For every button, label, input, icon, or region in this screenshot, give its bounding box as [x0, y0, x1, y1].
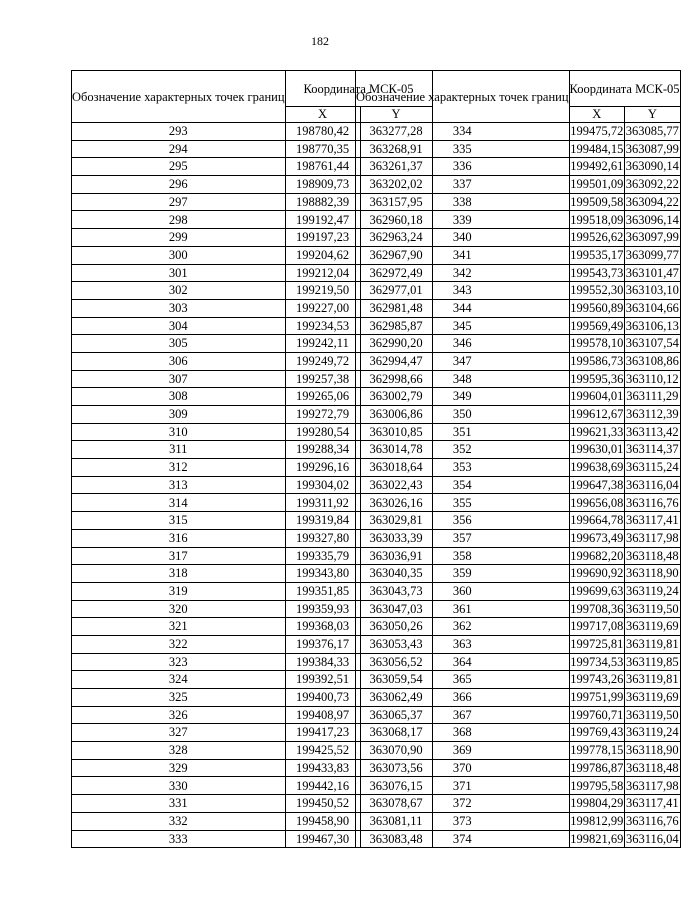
table-row — [356, 618, 681, 636]
x-coordinate-cell: 199212,04 — [285, 264, 360, 282]
point-number-cell: 367 — [356, 706, 570, 724]
point-number-cell: 345 — [356, 317, 570, 335]
point-number-cell: 368 — [356, 724, 570, 742]
point-number-cell: 364 — [356, 653, 570, 671]
x-coordinate-cell: 199192,47 — [285, 211, 360, 229]
point-number-cell: 335 — [356, 140, 570, 158]
table-row — [356, 370, 681, 388]
x-coordinate-cell: 199467,30 — [285, 830, 360, 848]
table-row — [356, 777, 681, 795]
x-coordinate-cell: 199612,67 — [569, 406, 625, 424]
point-number-cell: 341 — [356, 246, 570, 264]
point-number-cell: 350 — [356, 406, 570, 424]
point-number-cell: 322 — [72, 635, 286, 653]
y-coordinate-cell: 363116,04 — [625, 830, 680, 848]
x-coordinate-cell: 199509,58 — [569, 193, 625, 211]
y-coordinate-cell: 363119,24 — [625, 724, 680, 742]
y-coordinate-cell: 363117,41 — [625, 795, 680, 813]
table-row — [356, 742, 681, 760]
table-row — [356, 158, 681, 176]
x-coordinate-cell: 199778,15 — [569, 742, 625, 760]
point-number-cell: 309 — [72, 406, 286, 424]
x-coordinate-cell: 199699,63 — [569, 582, 625, 600]
point-number-cell: 334 — [356, 123, 570, 141]
y-coordinate-cell: 363078,67 — [360, 795, 432, 813]
point-number-cell: 372 — [356, 795, 570, 813]
y-coordinate-cell: 363099,77 — [625, 246, 680, 264]
table-row — [356, 317, 681, 335]
y-coordinate-cell: 363047,03 — [360, 600, 432, 618]
point-number-cell: 365 — [356, 671, 570, 689]
x-coordinate-cell: 199442,16 — [285, 777, 360, 795]
point-number-cell: 358 — [356, 547, 570, 565]
y-coordinate-cell: 363097,99 — [625, 229, 680, 247]
x-coordinate-cell: 199272,79 — [285, 406, 360, 424]
point-number-cell: 293 — [72, 123, 286, 141]
point-number-cell: 356 — [356, 512, 570, 530]
y-coordinate-cell: 362990,20 — [360, 335, 432, 353]
table-row — [356, 140, 681, 158]
header-designation: Обозначение характерных точек границ — [356, 71, 570, 123]
point-number-cell: 312 — [72, 459, 286, 477]
x-coordinate-cell: 199242,11 — [285, 335, 360, 353]
point-number-cell: 349 — [356, 388, 570, 406]
x-coordinate-cell: 199458,90 — [285, 812, 360, 830]
y-coordinate-cell: 363026,16 — [360, 494, 432, 512]
point-number-cell: 363 — [356, 635, 570, 653]
x-coordinate-cell: 199227,00 — [285, 299, 360, 317]
x-coordinate-cell: 199795,58 — [569, 777, 625, 795]
point-number-cell: 325 — [72, 689, 286, 707]
table-row — [356, 229, 681, 247]
y-coordinate-cell: 363157,95 — [360, 193, 432, 211]
x-coordinate-cell: 199638,69 — [569, 459, 625, 477]
x-coordinate-cell: 199769,43 — [569, 724, 625, 742]
header-y: Y — [625, 107, 680, 123]
x-coordinate-cell: 199543,73 — [569, 264, 625, 282]
y-coordinate-cell: 363261,37 — [360, 158, 432, 176]
y-coordinate-cell: 363119,50 — [625, 706, 680, 724]
table-row — [356, 671, 681, 689]
x-coordinate-cell: 199743,26 — [569, 671, 625, 689]
y-coordinate-cell: 363106,13 — [625, 317, 680, 335]
x-coordinate-cell: 198770,35 — [285, 140, 360, 158]
x-coordinate-cell: 199569,49 — [569, 317, 625, 335]
point-number-cell: 319 — [72, 582, 286, 600]
x-coordinate-cell: 199552,30 — [569, 282, 625, 300]
y-coordinate-cell: 363119,81 — [625, 671, 680, 689]
header-coordinate: Координата МСК-05 — [569, 71, 680, 107]
y-coordinate-cell: 363103,10 — [625, 282, 680, 300]
x-coordinate-cell: 199812,99 — [569, 812, 625, 830]
y-coordinate-cell: 362981,48 — [360, 299, 432, 317]
y-coordinate-cell: 363107,54 — [625, 335, 680, 353]
point-number-cell: 321 — [72, 618, 286, 636]
x-coordinate-cell: 199492,61 — [569, 158, 625, 176]
y-coordinate-cell: 363018,64 — [360, 459, 432, 477]
x-coordinate-cell: 199249,72 — [285, 352, 360, 370]
point-number-cell: 302 — [72, 282, 286, 300]
x-coordinate-cell: 199327,80 — [285, 529, 360, 547]
table-row — [356, 494, 681, 512]
y-coordinate-cell: 362972,49 — [360, 264, 432, 282]
x-coordinate-cell: 199343,80 — [285, 565, 360, 583]
point-number-cell: 308 — [72, 388, 286, 406]
y-coordinate-cell: 363010,85 — [360, 423, 432, 441]
y-coordinate-cell: 363022,43 — [360, 476, 432, 494]
x-coordinate-cell: 199359,93 — [285, 600, 360, 618]
table-row — [356, 441, 681, 459]
point-number-cell: 317 — [72, 547, 286, 565]
y-coordinate-cell: 362960,18 — [360, 211, 432, 229]
y-coordinate-cell: 362985,87 — [360, 317, 432, 335]
table-row — [356, 529, 681, 547]
point-number-cell: 295 — [72, 158, 286, 176]
x-coordinate-cell: 199368,03 — [285, 618, 360, 636]
y-coordinate-cell: 363277,28 — [360, 123, 432, 141]
x-coordinate-cell: 199484,15 — [569, 140, 625, 158]
x-coordinate-cell: 199630,01 — [569, 441, 625, 459]
y-coordinate-cell: 363119,69 — [625, 689, 680, 707]
point-number-cell: 344 — [356, 299, 570, 317]
x-coordinate-cell: 199786,87 — [569, 759, 625, 777]
point-number-cell: 303 — [72, 299, 286, 317]
x-coordinate-cell: 199197,23 — [285, 229, 360, 247]
y-coordinate-cell: 363006,86 — [360, 406, 432, 424]
x-coordinate-cell: 199535,17 — [569, 246, 625, 264]
x-coordinate-cell: 199821,69 — [569, 830, 625, 848]
point-number-cell: 310 — [72, 423, 286, 441]
point-number-cell: 373 — [356, 812, 570, 830]
point-number-cell: 352 — [356, 441, 570, 459]
x-coordinate-cell: 199526,62 — [569, 229, 625, 247]
y-coordinate-cell: 363110,12 — [625, 370, 680, 388]
page-number: 182 — [311, 34, 329, 48]
x-coordinate-cell: 199501,09 — [569, 176, 625, 194]
point-number-cell: 357 — [356, 529, 570, 547]
point-number-cell: 342 — [356, 264, 570, 282]
y-coordinate-cell: 363040,35 — [360, 565, 432, 583]
point-number-cell: 330 — [72, 777, 286, 795]
x-coordinate-cell: 199425,52 — [285, 742, 360, 760]
y-coordinate-cell: 363050,26 — [360, 618, 432, 636]
point-number-cell: 304 — [72, 317, 286, 335]
x-coordinate-cell: 199734,53 — [569, 653, 625, 671]
x-coordinate-cell: 199656,08 — [569, 494, 625, 512]
y-coordinate-cell: 363043,73 — [360, 582, 432, 600]
point-number-cell: 361 — [356, 600, 570, 618]
y-coordinate-cell: 362963,24 — [360, 229, 432, 247]
y-coordinate-cell: 363114,37 — [625, 441, 680, 459]
y-coordinate-cell: 363119,85 — [625, 653, 680, 671]
table-header-row — [356, 71, 681, 107]
table-row — [356, 423, 681, 441]
point-number-cell: 301 — [72, 264, 286, 282]
x-coordinate-cell: 199296,16 — [285, 459, 360, 477]
table-row — [356, 459, 681, 477]
point-number-cell: 370 — [356, 759, 570, 777]
y-coordinate-cell: 363065,37 — [360, 706, 432, 724]
table-row — [356, 246, 681, 264]
point-number-cell: 337 — [356, 176, 570, 194]
point-number-cell: 327 — [72, 724, 286, 742]
point-number-cell: 299 — [72, 229, 286, 247]
point-number-cell: 294 — [72, 140, 286, 158]
y-coordinate-cell: 363090,14 — [625, 158, 680, 176]
point-number-cell: 332 — [72, 812, 286, 830]
point-number-cell: 355 — [356, 494, 570, 512]
x-coordinate-cell: 199319,84 — [285, 512, 360, 530]
header-x: X — [285, 107, 360, 123]
y-coordinate-cell: 363202,02 — [360, 176, 432, 194]
x-coordinate-cell: 199265,06 — [285, 388, 360, 406]
table-row — [356, 264, 681, 282]
table-row — [356, 759, 681, 777]
x-coordinate-cell: 199647,38 — [569, 476, 625, 494]
y-coordinate-cell: 363116,04 — [625, 476, 680, 494]
y-coordinate-cell: 363092,22 — [625, 176, 680, 194]
y-coordinate-cell: 363268,91 — [360, 140, 432, 158]
y-coordinate-cell: 363116,76 — [625, 812, 680, 830]
point-number-cell: 366 — [356, 689, 570, 707]
point-number-cell: 305 — [72, 335, 286, 353]
point-number-cell: 374 — [356, 830, 570, 848]
x-coordinate-cell: 199433,83 — [285, 759, 360, 777]
y-coordinate-cell: 362994,47 — [360, 352, 432, 370]
y-coordinate-cell: 363033,39 — [360, 529, 432, 547]
point-number-cell: 314 — [72, 494, 286, 512]
y-coordinate-cell: 363116,76 — [625, 494, 680, 512]
x-coordinate-cell: 199725,81 — [569, 635, 625, 653]
x-coordinate-cell: 199595,36 — [569, 370, 625, 388]
y-coordinate-cell: 363117,98 — [625, 529, 680, 547]
x-coordinate-cell: 199219,50 — [285, 282, 360, 300]
table-body — [356, 123, 681, 848]
y-coordinate-cell: 363002,79 — [360, 388, 432, 406]
y-coordinate-cell: 363073,56 — [360, 759, 432, 777]
point-number-cell: 333 — [72, 830, 286, 848]
y-coordinate-cell: 362977,01 — [360, 282, 432, 300]
point-number-cell: 347 — [356, 352, 570, 370]
y-coordinate-cell: 363068,17 — [360, 724, 432, 742]
x-coordinate-cell: 199257,38 — [285, 370, 360, 388]
table-row — [356, 335, 681, 353]
x-coordinate-cell: 199450,52 — [285, 795, 360, 813]
x-coordinate-cell: 199690,92 — [569, 565, 625, 583]
header-y: Y — [360, 107, 432, 123]
y-coordinate-cell: 363101,47 — [625, 264, 680, 282]
point-number-cell: 320 — [72, 600, 286, 618]
y-coordinate-cell: 363059,54 — [360, 671, 432, 689]
y-coordinate-cell: 363029,81 — [360, 512, 432, 530]
table-row — [356, 812, 681, 830]
x-coordinate-cell: 199304,02 — [285, 476, 360, 494]
y-coordinate-cell: 363062,49 — [360, 689, 432, 707]
y-coordinate-cell: 363076,15 — [360, 777, 432, 795]
x-coordinate-cell: 199234,53 — [285, 317, 360, 335]
point-number-cell: 329 — [72, 759, 286, 777]
x-coordinate-cell: 199560,89 — [569, 299, 625, 317]
y-coordinate-cell: 363118,90 — [625, 742, 680, 760]
header-coordinate: Координата МСК-05 — [285, 71, 432, 107]
coordinates-table-right — [355, 70, 681, 848]
point-number-cell: 353 — [356, 459, 570, 477]
y-coordinate-cell: 363119,81 — [625, 635, 680, 653]
point-number-cell: 323 — [72, 653, 286, 671]
point-number-cell: 346 — [356, 335, 570, 353]
point-number-cell: 369 — [356, 742, 570, 760]
point-number-cell: 324 — [72, 671, 286, 689]
x-coordinate-cell: 199804,29 — [569, 795, 625, 813]
table-row — [356, 547, 681, 565]
x-coordinate-cell: 199708,36 — [569, 600, 625, 618]
y-coordinate-cell: 363096,14 — [625, 211, 680, 229]
header-designation: Обозначение характерных точек границ — [72, 71, 286, 123]
point-number-cell: 316 — [72, 529, 286, 547]
y-coordinate-cell: 363108,86 — [625, 352, 680, 370]
y-coordinate-cell: 363056,52 — [360, 653, 432, 671]
point-number-cell: 297 — [72, 193, 286, 211]
y-coordinate-cell: 363104,66 — [625, 299, 680, 317]
x-coordinate-cell: 199518,09 — [569, 211, 625, 229]
table-row — [356, 600, 681, 618]
point-number-cell: 354 — [356, 476, 570, 494]
y-coordinate-cell: 363119,24 — [625, 582, 680, 600]
x-coordinate-cell: 199408,97 — [285, 706, 360, 724]
table-row — [356, 795, 681, 813]
x-coordinate-cell: 199384,33 — [285, 653, 360, 671]
x-coordinate-cell: 199311,92 — [285, 494, 360, 512]
x-coordinate-cell: 198761,44 — [285, 158, 360, 176]
y-coordinate-cell: 363083,48 — [360, 830, 432, 848]
table-row — [356, 176, 681, 194]
point-number-cell: 311 — [72, 441, 286, 459]
y-coordinate-cell: 363087,99 — [625, 140, 680, 158]
table-row — [356, 512, 681, 530]
point-number-cell: 351 — [356, 423, 570, 441]
table-row — [356, 476, 681, 494]
y-coordinate-cell: 363094,22 — [625, 193, 680, 211]
y-coordinate-cell: 363118,90 — [625, 565, 680, 583]
x-coordinate-cell: 199417,23 — [285, 724, 360, 742]
y-coordinate-cell: 363119,69 — [625, 618, 680, 636]
point-number-cell: 315 — [72, 512, 286, 530]
x-coordinate-cell: 199280,54 — [285, 423, 360, 441]
point-number-cell: 362 — [356, 618, 570, 636]
y-coordinate-cell: 363113,42 — [625, 423, 680, 441]
y-coordinate-cell: 363118,48 — [625, 759, 680, 777]
point-number-cell: 298 — [72, 211, 286, 229]
x-coordinate-cell: 199400,73 — [285, 689, 360, 707]
y-coordinate-cell: 363111,29 — [625, 388, 680, 406]
x-coordinate-cell: 199578,10 — [569, 335, 625, 353]
point-number-cell: 340 — [356, 229, 570, 247]
x-coordinate-cell: 199673,49 — [569, 529, 625, 547]
x-coordinate-cell: 199682,20 — [569, 547, 625, 565]
table-row — [356, 689, 681, 707]
table-row — [356, 388, 681, 406]
table-row — [356, 565, 681, 583]
y-coordinate-cell: 363081,11 — [360, 812, 432, 830]
x-coordinate-cell: 199664,78 — [569, 512, 625, 530]
table-row — [356, 724, 681, 742]
point-number-cell: 318 — [72, 565, 286, 583]
x-coordinate-cell: 199586,73 — [569, 352, 625, 370]
x-coordinate-cell: 199392,51 — [285, 671, 360, 689]
point-number-cell: 343 — [356, 282, 570, 300]
y-coordinate-cell: 363014,78 — [360, 441, 432, 459]
table-row — [356, 282, 681, 300]
table-row — [356, 299, 681, 317]
x-coordinate-cell: 198882,39 — [285, 193, 360, 211]
y-coordinate-cell: 363085,77 — [625, 123, 680, 141]
y-coordinate-cell: 363118,48 — [625, 547, 680, 565]
point-number-cell: 328 — [72, 742, 286, 760]
table-row — [356, 706, 681, 724]
point-number-cell: 306 — [72, 352, 286, 370]
header-x: X — [569, 107, 625, 123]
point-number-cell: 339 — [356, 211, 570, 229]
x-coordinate-cell: 199475,72 — [569, 123, 625, 141]
table-row — [356, 830, 681, 848]
y-coordinate-cell: 363117,41 — [625, 512, 680, 530]
point-number-cell: 348 — [356, 370, 570, 388]
x-coordinate-cell: 198909,73 — [285, 176, 360, 194]
table-row — [356, 635, 681, 653]
x-coordinate-cell: 199335,79 — [285, 547, 360, 565]
x-coordinate-cell: 199760,71 — [569, 706, 625, 724]
point-number-cell: 296 — [72, 176, 286, 194]
y-coordinate-cell: 362967,90 — [360, 246, 432, 264]
table-row — [356, 123, 681, 141]
point-number-cell: 360 — [356, 582, 570, 600]
y-coordinate-cell: 363112,39 — [625, 406, 680, 424]
x-coordinate-cell: 199204,62 — [285, 246, 360, 264]
x-coordinate-cell: 199351,85 — [285, 582, 360, 600]
x-coordinate-cell: 199621,33 — [569, 423, 625, 441]
y-coordinate-cell: 363036,91 — [360, 547, 432, 565]
y-coordinate-cell: 362998,66 — [360, 370, 432, 388]
x-coordinate-cell: 199288,34 — [285, 441, 360, 459]
y-coordinate-cell: 363115,24 — [625, 459, 680, 477]
point-number-cell: 359 — [356, 565, 570, 583]
point-number-cell: 371 — [356, 777, 570, 795]
y-coordinate-cell: 363053,43 — [360, 635, 432, 653]
table-row — [356, 406, 681, 424]
point-number-cell: 338 — [356, 193, 570, 211]
x-coordinate-cell: 199604,01 — [569, 388, 625, 406]
table-row — [356, 582, 681, 600]
table-row — [356, 211, 681, 229]
y-coordinate-cell: 363070,90 — [360, 742, 432, 760]
point-number-cell: 336 — [356, 158, 570, 176]
point-number-cell: 307 — [72, 370, 286, 388]
x-coordinate-cell: 199717,08 — [569, 618, 625, 636]
point-number-cell: 331 — [72, 795, 286, 813]
x-coordinate-cell: 199376,17 — [285, 635, 360, 653]
y-coordinate-cell: 363117,98 — [625, 777, 680, 795]
point-number-cell: 313 — [72, 476, 286, 494]
x-coordinate-cell: 199751,99 — [569, 689, 625, 707]
point-number-cell: 300 — [72, 246, 286, 264]
table-row — [356, 352, 681, 370]
table-row — [356, 193, 681, 211]
x-coordinate-cell: 198780,42 — [285, 123, 360, 141]
y-coordinate-cell: 363119,50 — [625, 600, 680, 618]
point-number-cell: 326 — [72, 706, 286, 724]
table-row — [356, 653, 681, 671]
